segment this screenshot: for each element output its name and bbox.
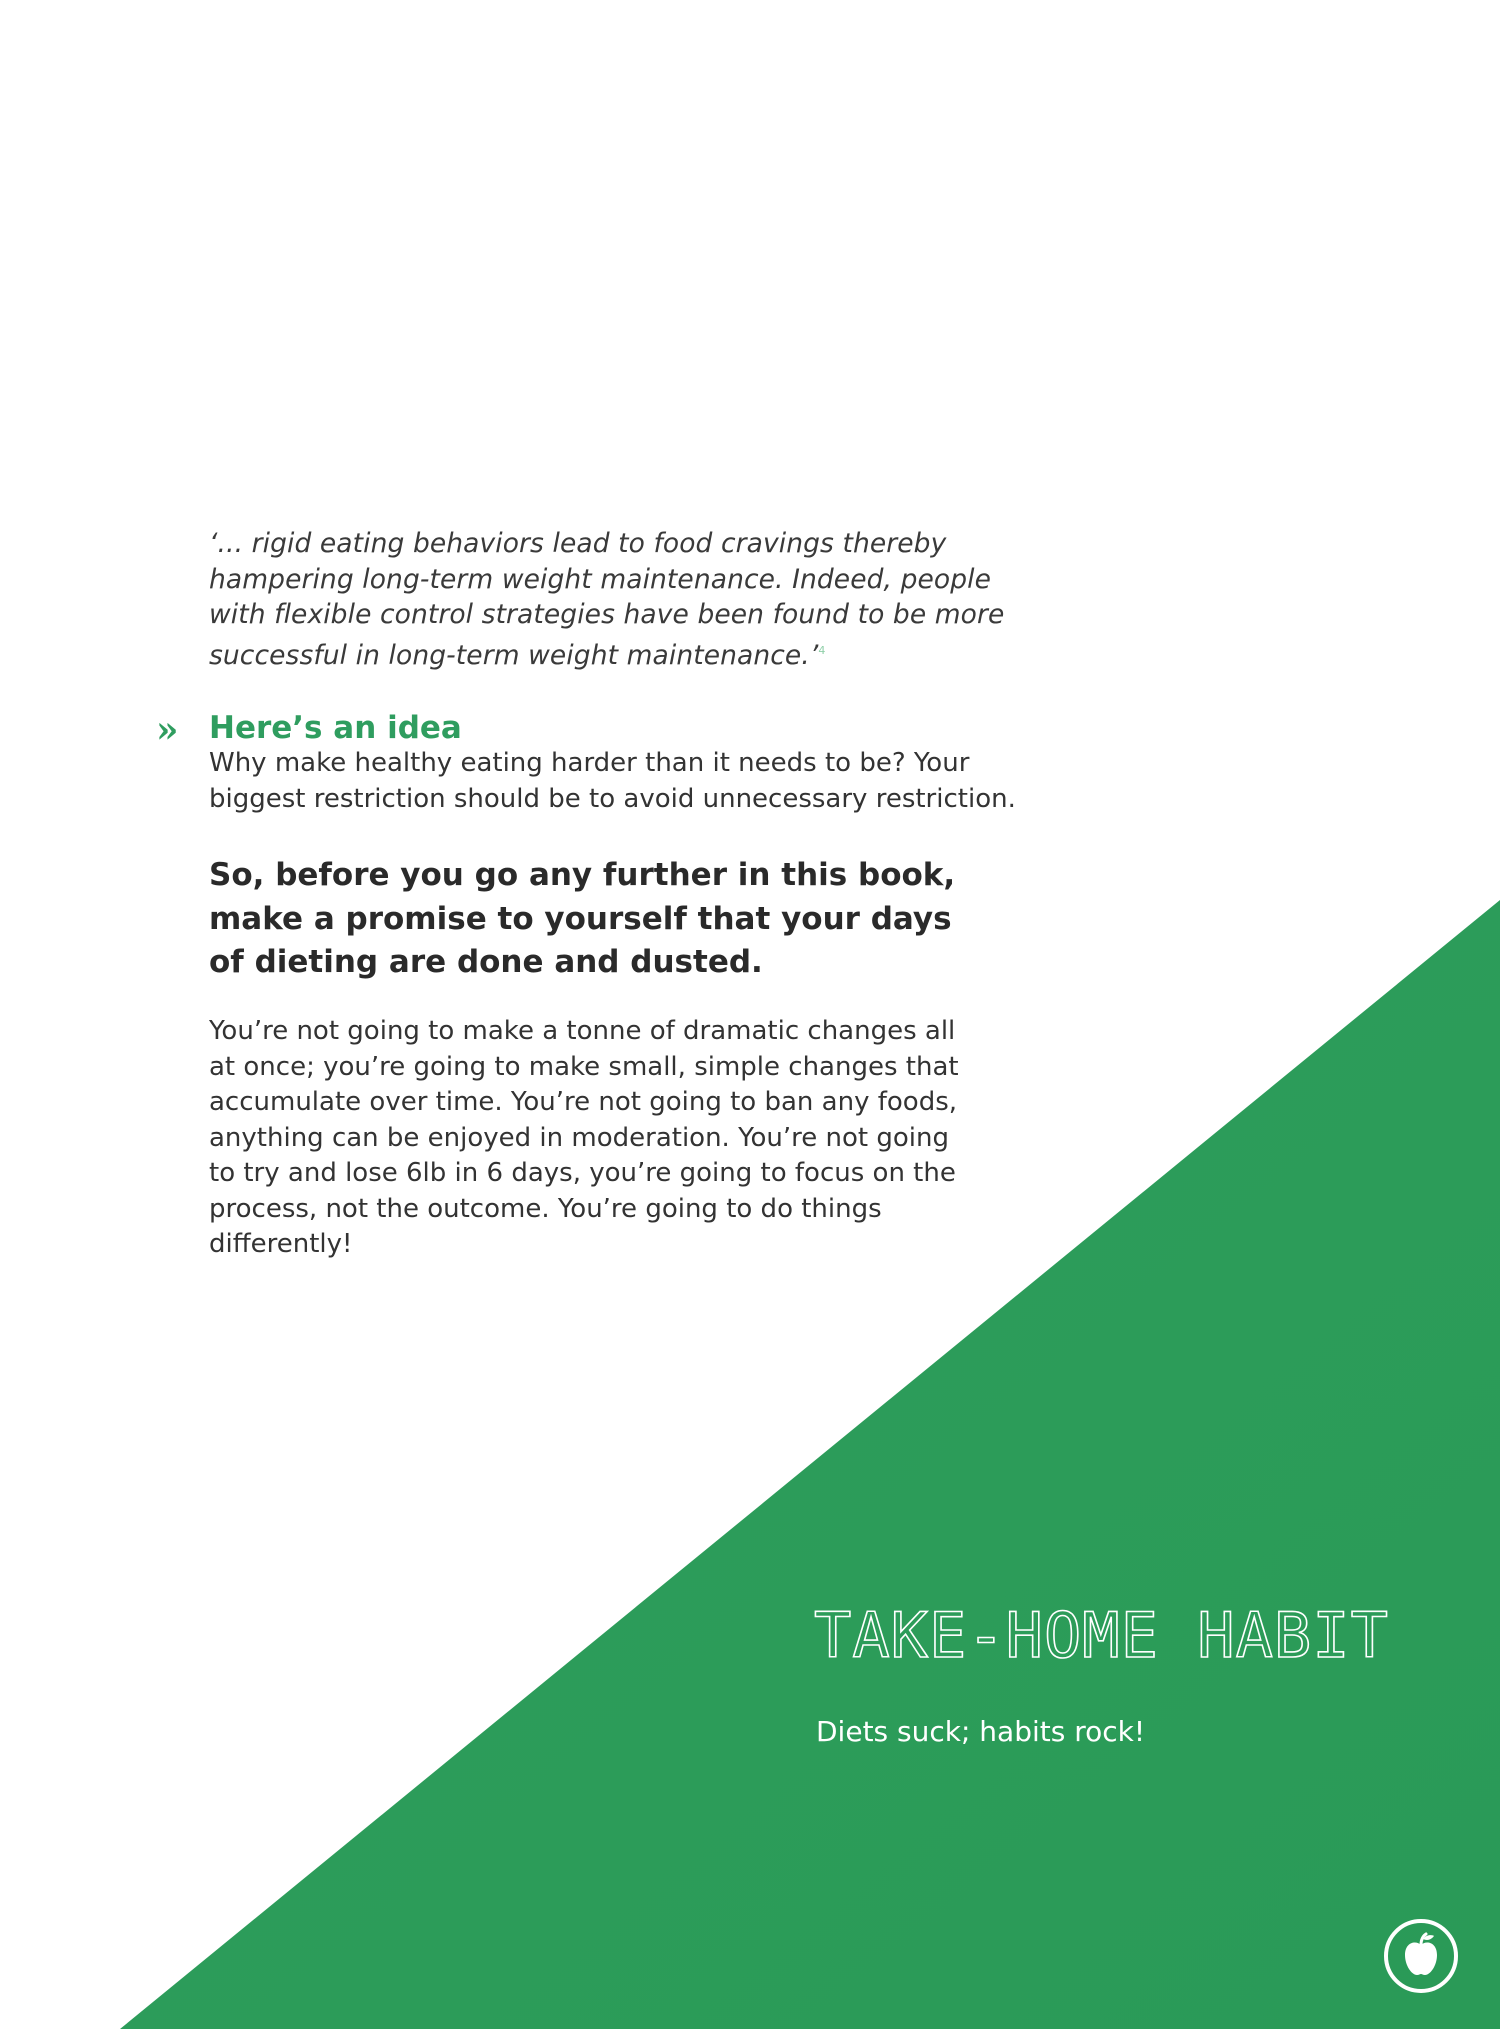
promise-statement: So, before you go any further in this book, make a promise to yourself that your days of dieting are done and dusted. — [209, 857, 956, 980]
take-home-habit-text: Diets suck; habits rock! — [816, 1715, 1146, 1748]
body-paragraph: You’re not going to make a tonne of dramatic changes all at once; you’re going to make small, simple changes that accumulate over time. You’re not going to ban any foods, anything can be enjoyed in moderation. You’re not going to try and lose 6lb in 6 days, you’re going to focus on the process, not the outcome. You’re going to do things differently! — [209, 1016, 959, 1259]
double-chevron-icon: » — [156, 709, 175, 751]
apple-icon — [1383, 1918, 1459, 1994]
quote-text: ‘... rigid eating behaviors lead to food cravings thereby hampering long-term weight maintenance. Indeed, people with flexible control strategies have been found to be more successful in long-term weight maintenance.’ — [209, 528, 1005, 671]
idea-text: Why make healthy eating harder than it needs to be? Your biggest restriction should be to avoid unnecessary restriction. — [209, 748, 1016, 814]
take-home-habit-title: TAKE-HOME HABIT — [814, 1599, 1389, 1672]
quote-reference: 4 — [818, 643, 826, 657]
idea-heading: Here’s an idea — [209, 710, 462, 746]
quote-block — [209, 526, 1009, 673]
